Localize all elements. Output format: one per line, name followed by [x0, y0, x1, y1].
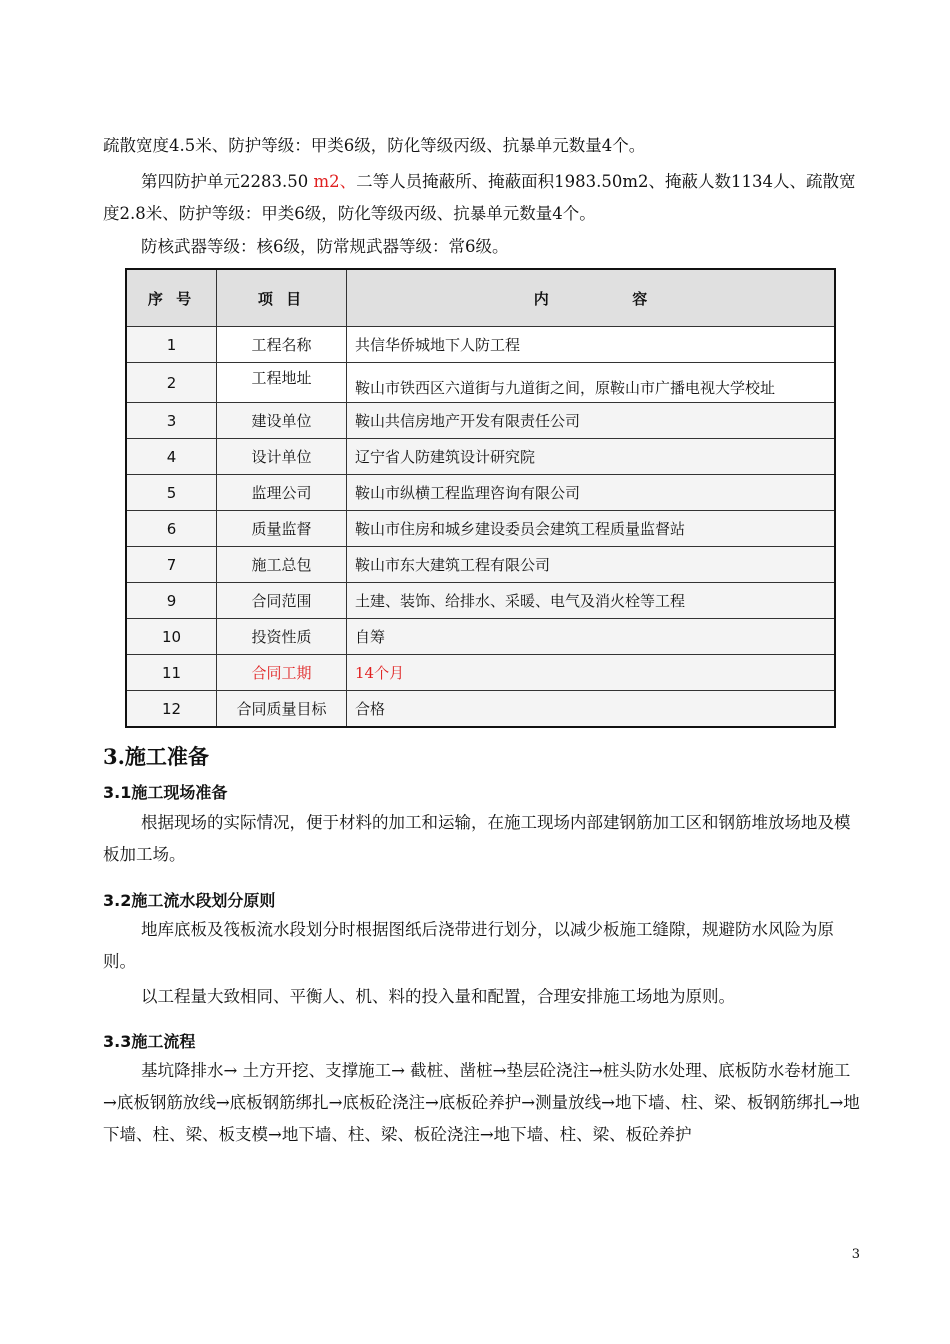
header-item: 项 目 — [217, 269, 347, 327]
project-info-table — [125, 268, 836, 728]
table-row — [126, 327, 835, 363]
section-3-2-text-1: 地库底板及筏板流水段划分时根据图纸后浇带进行划分，以减少板施工缝隙，规避防水风险为原则。 — [103, 920, 834, 971]
weapons-level: 防核武器等级：核6级，防常规武器等级：常6级。 — [141, 237, 509, 256]
section-3-3-text: 基坑降排水→ 土方开挖、支撑施工→ 截桩、凿桩→垫层砼浇注→桩头防水处理、底板防水卷材施工→底板钢筋放线→底板钢筋绑扎→底板砼浇注→底板砼养护→测量放线→地下墙、柱、梁、板钢筋绑扎→地下墙、柱、梁、板支模→地下墙、柱、梁、板砼浇注→地下墙、柱、梁、板砼养护 — [103, 1061, 860, 1144]
table-row — [126, 475, 835, 511]
section-3-2-title: 3.2施工流水段划分原则 — [103, 891, 276, 910]
row-item: 合同范围 — [217, 583, 347, 619]
row-item: 工程地址 — [217, 363, 347, 403]
row-item: 施工总包 — [217, 547, 347, 583]
section-3-3-title: 3.3施工流程 — [103, 1032, 196, 1051]
row-no: 7 — [126, 547, 217, 583]
row-no: 2 — [126, 363, 217, 403]
row-no: 1 — [126, 327, 217, 363]
row-item: 工程名称 — [217, 327, 347, 363]
row-content: 自筹 — [347, 619, 836, 655]
row-content: 合格 — [347, 691, 836, 728]
row-content: 鞍山市东大建筑工程有限公司 — [347, 547, 836, 583]
row-item: 投资性质 — [217, 619, 347, 655]
unit-4-text-a: 第四防护单元2283.50 — [141, 172, 314, 191]
unit-4-text-b: 二等人员掩蔽所、掩蔽面积1983.50m2、掩蔽人数1134人、疏散宽度2.8米、防护等级：甲类6级，防化等级丙级、抗暴单元数量4个。 — [103, 172, 856, 223]
row-no: 5 — [126, 475, 217, 511]
table-row — [126, 655, 835, 691]
row-item: 监理公司 — [217, 475, 347, 511]
table-row — [126, 583, 835, 619]
intro-line-1: 疏散宽度4.5米、防护等级：甲类6级，防化等级丙级、抗暴单元数量4个。 — [103, 136, 646, 155]
row-content: 土建、装饰、给排水、采暖、电气及消火栓等工程 — [347, 583, 836, 619]
table-row — [126, 363, 835, 403]
row-no: 12 — [126, 691, 217, 728]
row-item: 合同质量目标 — [217, 691, 347, 728]
row-content: 辽宁省人防建筑设计研究院 — [347, 439, 836, 475]
row-content: 鞍山共信房地产开发有限责任公司 — [347, 403, 836, 439]
row-content: 14个月 — [347, 655, 836, 691]
row-item: 建设单位 — [217, 403, 347, 439]
table-row — [126, 403, 835, 439]
row-content: 共信华侨城地下人防工程 — [347, 327, 836, 363]
table-row — [126, 547, 835, 583]
row-no: 11 — [126, 655, 217, 691]
table-row — [126, 619, 835, 655]
row-no: 3 — [126, 403, 217, 439]
table-header-row — [126, 269, 835, 327]
section-3-2-text-2: 以工程量大致相同、平衡人、机、料的投入量和配置，合理安排施工场地为原则。 — [141, 987, 735, 1006]
row-no: 9 — [126, 583, 217, 619]
section-3-1-text: 根据现场的实际情况，便于材料的加工和运输，在施工现场内部建钢筋加工区和钢筋堆放场地及模板加工场。 — [103, 813, 851, 864]
row-item: 质量监督 — [217, 511, 347, 547]
row-content: 鞍山市铁西区六道街与九道街之间，原鞍山市广播电视大学校址 — [347, 363, 836, 403]
row-content: 鞍山市纵横工程监理咨询有限公司 — [347, 475, 836, 511]
row-content: 鞍山市住房和城乡建设委员会建筑工程质量监督站 — [347, 511, 836, 547]
section-3-title: 3.施工准备 — [103, 744, 209, 769]
header-no: 序 号 — [126, 269, 217, 327]
page-number: 3 — [851, 1247, 860, 1262]
section-3-1-title: 3.1施工现场准备 — [103, 783, 228, 802]
row-no: 6 — [126, 511, 217, 547]
row-no: 4 — [126, 439, 217, 475]
header-content: 内 容 — [347, 269, 836, 327]
table-row — [126, 511, 835, 547]
row-item: 设计单位 — [217, 439, 347, 475]
unit-4-text-highlight: m2、 — [313, 172, 357, 191]
row-no: 10 — [126, 619, 217, 655]
table-row — [126, 439, 835, 475]
row-item: 合同工期 — [217, 655, 347, 691]
unit-4-paragraph — [103, 166, 863, 230]
table-row — [126, 691, 835, 728]
